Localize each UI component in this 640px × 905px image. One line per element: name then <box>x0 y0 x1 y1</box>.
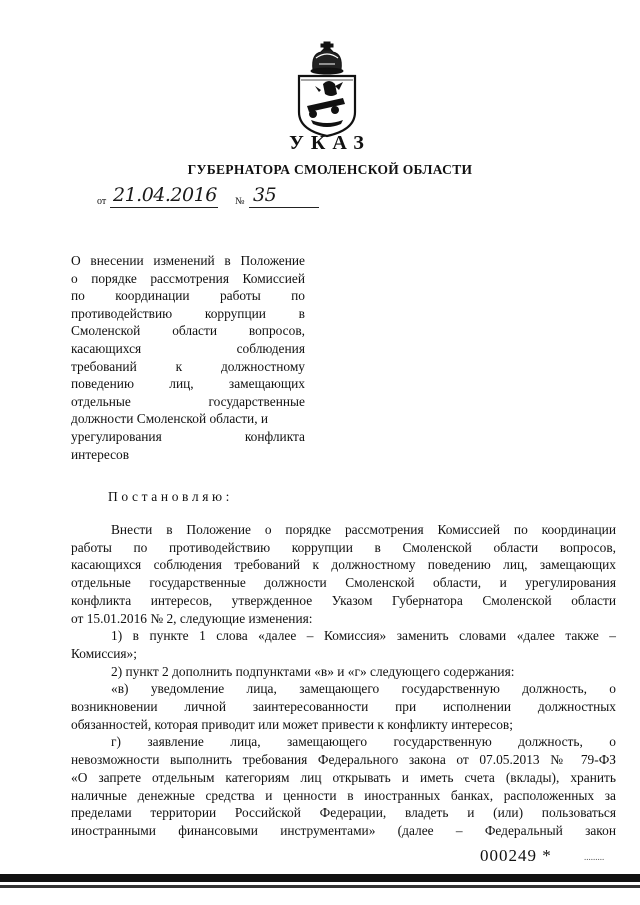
body-line: наличные денежные средства и ценности в иностранных банках, расположенных за <box>71 787 616 803</box>
serial-mark: * <box>542 846 552 865</box>
subject-heading <box>71 252 305 463</box>
date-prefix-label: от <box>97 196 107 207</box>
body-line: пределами территории Российской Федерации, владеть и (или) пользоваться <box>71 805 616 821</box>
subject-line: отдельные государственные <box>71 393 305 409</box>
body-line: «О запрете отдельным категориям лиц открывать и иметь счета (вклады), хранить <box>71 769 616 785</box>
body-line: 2) пункт 2 дополнить подпунктами «в» и «г» следующего содержания: <box>111 663 515 679</box>
date-underline <box>110 207 218 208</box>
date-number-line <box>97 186 327 210</box>
document-serial-number <box>480 846 552 866</box>
body-line: касающихся соблюдения требований к должностному поведению лиц, замещающих <box>71 557 616 573</box>
body-line: отдельные государственные должности Смоленской области, и урегулирования <box>71 575 616 591</box>
body-line: иностранными финансовыми инструментами» (далее – Федеральный закон <box>71 822 616 838</box>
body-line: конфликта интересов, утвержденное Указом Губернатора Смоленской области <box>71 592 616 608</box>
document-body <box>71 521 616 840</box>
subject-line: О внесении изменений в Положение <box>71 253 305 268</box>
subject-line: по координации работы по <box>71 288 305 304</box>
number-underline <box>249 207 319 208</box>
subject-line: о порядке рассмотрения Комиссией <box>71 270 305 286</box>
number-label: № <box>235 196 245 207</box>
subject-line: поведению лиц, замещающих <box>71 376 305 392</box>
subject-line: интересов <box>71 446 130 462</box>
issuer-subtitle: ГУБЕРНАТОРА СМОЛЕНСКОЙ ОБЛАСТИ <box>187 162 473 177</box>
subject-line: урегулирования конфликта <box>71 428 305 444</box>
handwritten-date: 21.04.2016 <box>113 184 217 206</box>
body-line: возникновении личной заинтересованности при исполнении должностных <box>71 699 616 715</box>
subject-line: требований к должностному <box>71 358 305 374</box>
body-line: Внести в Положение о порядке рассмотрения Комиссией по координации <box>111 522 616 537</box>
body-line: г) заявление лица, замещающего государственную должность, о <box>111 734 616 750</box>
handwritten-number: 35 <box>253 184 277 206</box>
decree-word: Постановляю: <box>108 489 234 504</box>
body-line: невозможности выполнить требования Федерального закона от 07.05.2013 № 79-ФЗ <box>71 752 616 768</box>
subject-line: касающихся соблюдения <box>71 340 305 356</box>
subject-line: должности Смоленской области, и <box>71 411 269 427</box>
body-line: от 15.01.2016 № 2, следующие изменения: <box>71 610 313 626</box>
body-line: обязанностей, которая приводит или может привести к конфликту интересов; <box>71 716 513 732</box>
coat-of-arms-emblem <box>291 40 363 138</box>
serial-digits: 000249 <box>480 846 537 865</box>
subject-line: противодействию коррупции в <box>71 305 305 321</box>
body-line: «в) уведомление лица, замещающего государственную должность, о <box>111 681 616 697</box>
body-line: работы по противодействию коррупции в Смоленской области вопросов, <box>71 539 616 555</box>
bottom-border-line <box>0 885 640 888</box>
document-title: УКАЗ <box>289 132 371 154</box>
subject-line: Смоленской области вопросов, <box>71 323 305 339</box>
serial-dots-decoration: ......... <box>584 852 605 862</box>
body-line: 1) в пункте 1 слова «далее – Комиссия» заменить словами «далее также – <box>111 628 616 644</box>
bottom-border-bar <box>0 874 640 882</box>
body-line: Комиссия»; <box>71 645 137 661</box>
